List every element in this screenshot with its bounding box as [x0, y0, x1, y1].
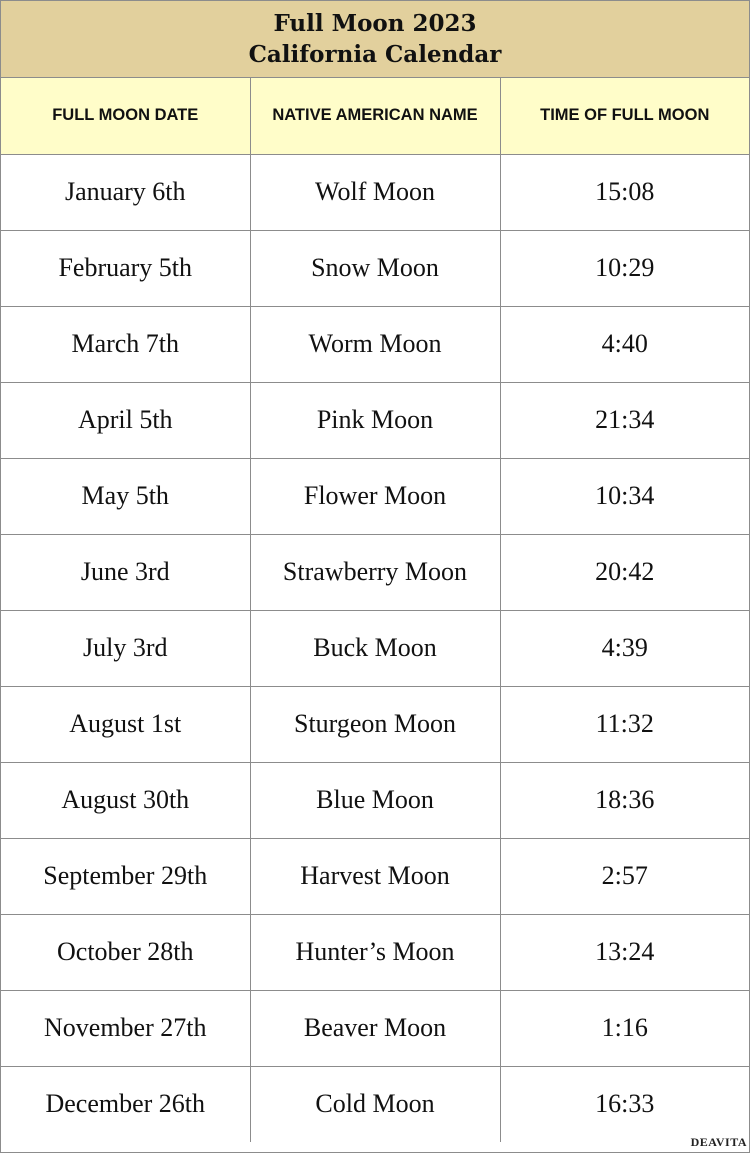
- cell-time: 1:16: [500, 990, 749, 1066]
- cell-time: 16:33: [595, 1089, 655, 1119]
- table-row: [1, 990, 749, 1066]
- cell-date: October 28th: [1, 914, 250, 990]
- title-line-2: California Calendar: [248, 41, 502, 68]
- cell-date: June 3rd: [1, 534, 250, 610]
- title-line-1: Full Moon 2023: [273, 10, 477, 37]
- cell-date: February 5th: [1, 230, 250, 306]
- table-row: [1, 1066, 749, 1142]
- cell-date: April 5th: [1, 382, 250, 458]
- full-moon-table: [1, 78, 749, 1142]
- cell-time: 10:34: [500, 458, 749, 534]
- cell-time: 4:40: [500, 306, 749, 382]
- table-row: [1, 306, 749, 382]
- cell-moon-name: Wolf Moon: [250, 154, 500, 230]
- cell-moon-name: Snow Moon: [250, 230, 500, 306]
- cell-moon-name: Worm Moon: [250, 306, 500, 382]
- cell-time: 18:36: [500, 762, 749, 838]
- table-row: [1, 154, 749, 230]
- cell-date: September 29th: [1, 838, 250, 914]
- header-row: [1, 78, 749, 154]
- cell-date: January 6th: [1, 154, 250, 230]
- cell-date: May 5th: [1, 458, 250, 534]
- calendar-title: [1, 1, 749, 78]
- table-row: [1, 686, 749, 762]
- cell-time: 2:57: [500, 838, 749, 914]
- table-row: [1, 838, 749, 914]
- cell-date: July 3rd: [1, 610, 250, 686]
- cell-date: March 7th: [1, 306, 250, 382]
- cell-moon-name: Sturgeon Moon: [250, 686, 500, 762]
- cell-moon-name: Hunter’s Moon: [250, 914, 500, 990]
- table-row: [1, 534, 749, 610]
- cell-moon-name: Buck Moon: [250, 610, 500, 686]
- cell-time: 4:39: [500, 610, 749, 686]
- table-row: [1, 382, 749, 458]
- table-row: [1, 610, 749, 686]
- cell-time: 13:24: [500, 914, 749, 990]
- header-time-of-full-moon: TIME OF FULL MOON: [500, 78, 749, 154]
- cell-time: 15:08: [500, 154, 749, 230]
- table-row: [1, 230, 749, 306]
- cell-time: 20:42: [500, 534, 749, 610]
- cell-date: November 27th: [1, 990, 250, 1066]
- table-row: [1, 914, 749, 990]
- header-full-moon-date: FULL MOON DATE: [1, 78, 250, 154]
- cell-time: 10:29: [500, 230, 749, 306]
- cell-date: August 30th: [1, 762, 250, 838]
- cell-moon-name: Cold Moon: [250, 1066, 500, 1142]
- cell-moon-name: Harvest Moon: [250, 838, 500, 914]
- table-row: [1, 458, 749, 534]
- cell-date: August 1st: [1, 686, 250, 762]
- cell-date: December 26th: [1, 1066, 250, 1142]
- table-row: [1, 762, 749, 838]
- cell-moon-name: Pink Moon: [250, 382, 500, 458]
- watermark-text: DEAVITA: [690, 1135, 747, 1149]
- cell-moon-name: Strawberry Moon: [250, 534, 500, 610]
- cell-time: 21:34: [500, 382, 749, 458]
- cell-moon-name: Beaver Moon: [250, 990, 500, 1066]
- cell-moon-name: Flower Moon: [250, 458, 500, 534]
- header-native-american-name: NATIVE AMERICAN NAME: [250, 78, 500, 154]
- cell-time: 11:32: [500, 686, 749, 762]
- cell-moon-name: Blue Moon: [250, 762, 500, 838]
